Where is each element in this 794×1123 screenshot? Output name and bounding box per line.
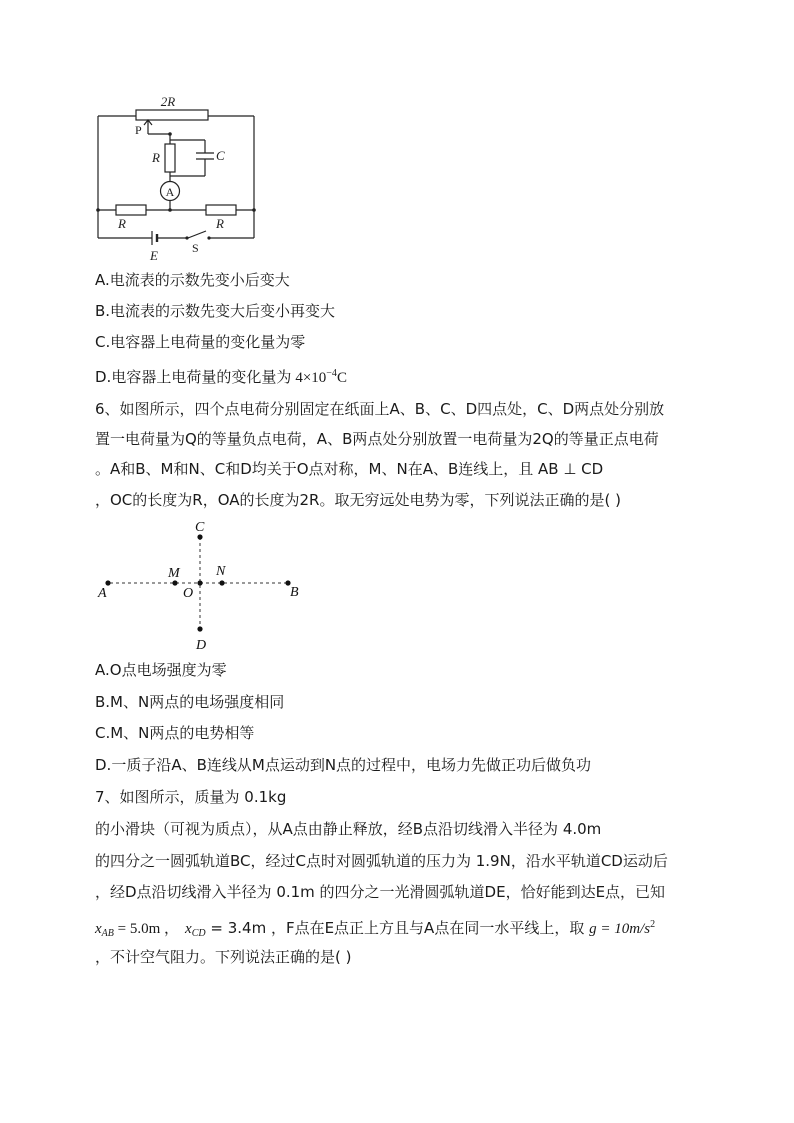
point-n xyxy=(219,580,224,585)
q7-line-2: 的小滑块（可视为质点），从A点由静止释放，经B点沿切线滑入半径为 4.0m xyxy=(95,820,602,838)
label-C: C xyxy=(216,148,225,163)
label-S: S xyxy=(192,241,199,255)
label-2R: 2R xyxy=(160,94,176,109)
q6-option-c: C.M、N两点的电势相等 xyxy=(95,724,255,742)
label-point-m: M xyxy=(168,566,180,581)
circuit-diagram xyxy=(90,92,270,264)
q5-option-d xyxy=(95,363,347,389)
label-R-left: R xyxy=(118,216,126,231)
q7-line-5: $x_{AB} = 5.0m$ ， $x_{CD} = 3.4m$ ，F点在E点正上方且与A点在同一水平线上，取 $g = 10m/s^2$ xyxy=(95,919,656,939)
q5-option-d-value: 4×10 xyxy=(295,370,327,386)
q7-line-3: 的四分之一圆弧轨道BC，经过C点时对圆弧轨道的压力为 1.9N，沿水平轨道CD运动后 xyxy=(95,852,668,870)
q5-option-b: B.电流表的示数先变大后变小再变大 xyxy=(95,302,336,320)
q6-stem-line-4: ，OC的长度为R，OA的长度为2R。取无穷远处电势为零，下列说法正确的是( ) xyxy=(95,491,621,509)
label-point-a: A xyxy=(98,586,107,601)
q6-stem-line-1: 6、如图所示，四个点电荷分别固定在纸面上A、B、C、D四点处，C、D两点处分别放 xyxy=(95,400,665,418)
label-point-d: D xyxy=(196,638,207,653)
q6-option-a: A.O点电场强度为零 xyxy=(95,661,227,679)
q7-line-4: ，经D点沿切线滑入半径为 0.1m 的四分之一光滑圆弧轨道DE，恰好能到达E点，已知 xyxy=(95,883,666,901)
label-R-right: R xyxy=(216,216,224,231)
label-E: E xyxy=(150,248,158,263)
point-m xyxy=(172,580,177,585)
charge-diagram xyxy=(90,515,310,655)
q5-option-c: C.电容器上电荷量的变化量为零 xyxy=(95,333,306,351)
q5-option-d-text: D.电容器上电荷量的变化量为 xyxy=(95,368,292,386)
label-point-c: C xyxy=(195,520,205,535)
label-P: P xyxy=(135,123,142,137)
q6-stem-line-2: 置一电荷量为Q的等量负点电荷，A、B两点处分别放置一电荷量为2Q的等量正点电荷 xyxy=(95,430,659,448)
q5-option-a: A.电流表的示数先变小后变大 xyxy=(95,271,290,289)
q5-option-d-exponent: −4 xyxy=(326,368,337,379)
q7-line-6: ，不计空气阻力。下列说法正确的是( ) xyxy=(95,948,352,966)
q6-option-b: B.M、N两点的电场强度相同 xyxy=(95,693,285,711)
label-point-b: B xyxy=(290,585,299,600)
q5-option-d-unit: C xyxy=(336,370,347,386)
label-point-o: O xyxy=(183,586,194,601)
point-a xyxy=(105,580,110,585)
q6-option-d: D.一质子沿A、B连线从M点运动到N点的过程中，电场力先做正功后做负功 xyxy=(95,756,592,774)
label-R-middle: R xyxy=(152,150,160,165)
point-o xyxy=(197,580,202,585)
q6-stem-line-3: 。A和B、M和N、C和D均关于O点对称，M、N在A、B连线上，且 AB ⊥ CD xyxy=(95,460,604,478)
label-A-ammeter: A xyxy=(165,185,175,199)
point-d xyxy=(197,626,202,631)
q7-line-1: 7、如图所示，质量为 0.1kg xyxy=(95,788,287,806)
point-c xyxy=(197,534,202,539)
label-point-n: N xyxy=(216,564,226,579)
